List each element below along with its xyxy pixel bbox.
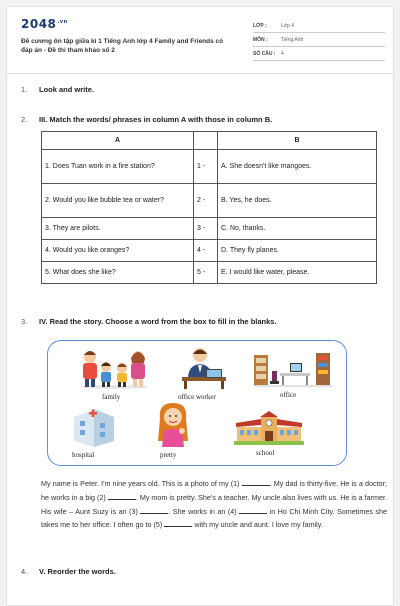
story-passage — [41, 477, 387, 532]
table-row — [42, 240, 377, 262]
meta-key: MÔN : — [253, 36, 268, 43]
question-title: Look and write. — [39, 85, 95, 94]
question-1 — [21, 85, 94, 94]
number-cell: 2 - — [194, 184, 218, 218]
logo-text: 2048 — [21, 17, 57, 31]
site-logo[interactable] — [21, 17, 68, 31]
column-b-header: B — [218, 132, 377, 150]
column-b-cell: B. Yes, he does. — [218, 184, 377, 218]
column-a-cell: 4. Would you like oranges? — [42, 240, 194, 262]
question-title: III. Match the words/ phrases in column A with those in column B. — [39, 115, 273, 124]
passage-text: My name is Peter. I'm nine years old. This is a photo of my (1) — [41, 479, 240, 488]
word-office-worker: office worker — [178, 393, 216, 401]
blank-2[interactable] — [108, 492, 136, 500]
column-a-header: A — [42, 132, 194, 150]
question-2 — [21, 115, 272, 124]
blank-5[interactable] — [164, 519, 192, 527]
word-school: school — [256, 449, 275, 457]
column-b-cell: A. She doesn't like mangoes. — [218, 150, 377, 184]
table-row — [42, 150, 377, 184]
word-hospital: hospital — [72, 451, 95, 459]
number-cell: 3 - — [194, 218, 218, 240]
hospital-illustration — [70, 407, 116, 447]
meta-value: Lớp 4 — [281, 22, 295, 29]
pretty-girl-illustration — [156, 401, 190, 447]
word-family: family — [102, 393, 121, 401]
meta-value: 4 — [281, 50, 284, 57]
meta-class-row — [253, 19, 385, 33]
blank-1[interactable] — [242, 478, 270, 486]
column-b-cell: D. They fly planes. — [218, 240, 377, 262]
meta-key: LỚP : — [253, 22, 267, 29]
office-illustration — [254, 351, 332, 389]
word-box — [47, 340, 347, 466]
blank-3[interactable] — [140, 506, 168, 514]
table-row — [42, 184, 377, 218]
question-title: IV. Read the story. Choose a word from the box to fill in the blanks. — [39, 317, 277, 326]
table-row — [42, 218, 377, 240]
question-number: 2. — [21, 115, 28, 124]
family-illustration — [78, 347, 150, 389]
table-row — [42, 262, 377, 284]
word-office: office — [280, 391, 297, 399]
office-worker-illustration — [180, 345, 228, 389]
question-title: V. Reorder the words. — [39, 567, 116, 576]
column-a-cell: 5. What does she like? — [42, 262, 194, 284]
passage-text: with my uncle and aunt. I love my family. — [194, 520, 323, 530]
question-3 — [21, 317, 277, 326]
header-divider — [7, 73, 393, 74]
meta-key: SỐ CÂU : — [253, 50, 276, 57]
meta-subject-row — [253, 33, 385, 47]
number-cell: 5 - — [194, 262, 218, 284]
column-b-cell: C. No, thanks. — [218, 218, 377, 240]
word-pretty: pretty — [160, 451, 177, 459]
column-a-cell: 2. Would you like bubble tea or water? — [42, 184, 194, 218]
number-cell: 1 - — [194, 150, 218, 184]
passage-text: in Ho Chi Minh City. Sometimes she takes me to her office. I often go to (5) — [41, 506, 387, 530]
column-b-cell: E. I would like water, please. — [218, 262, 377, 284]
column-a-cell: 1. Does Tuan work in a fire station? — [42, 150, 194, 184]
number-cell: 4 - — [194, 240, 218, 262]
question-number: 4. — [21, 567, 28, 576]
question-number: 1. — [21, 85, 28, 94]
meta-count-row — [253, 47, 385, 61]
meta-value: Tiếng Anh — [281, 36, 304, 43]
column-a-cell: 3. They are pilots. — [42, 218, 194, 240]
school-illustration — [234, 411, 304, 445]
passage-text: . My dad is thirty-five. He is a doctor; he works in a big (2) — [41, 479, 387, 502]
document-page — [6, 6, 394, 606]
match-table-header — [42, 132, 377, 150]
passage-text: . My mom is pretty. She's a teacher. My uncle also lives with us. He is a farmer. His wife – Aunt Suzy is an (3) — [41, 492, 388, 516]
blank-4[interactable] — [239, 506, 267, 514]
logo-suffix: .vn — [57, 19, 68, 25]
document-meta — [253, 19, 385, 61]
document-title: Đề cương ôn tập giữa kì 1 Tiếng Anh lớp 4 Family and Friends có đáp án - Đề thi tham khảo số 2 — [21, 38, 224, 54]
question-number: 3. — [21, 317, 28, 326]
passage-text: . She works in an (4) — [168, 506, 237, 516]
question-4 — [21, 567, 116, 576]
column-number-header — [194, 132, 218, 150]
match-table — [41, 131, 377, 284]
